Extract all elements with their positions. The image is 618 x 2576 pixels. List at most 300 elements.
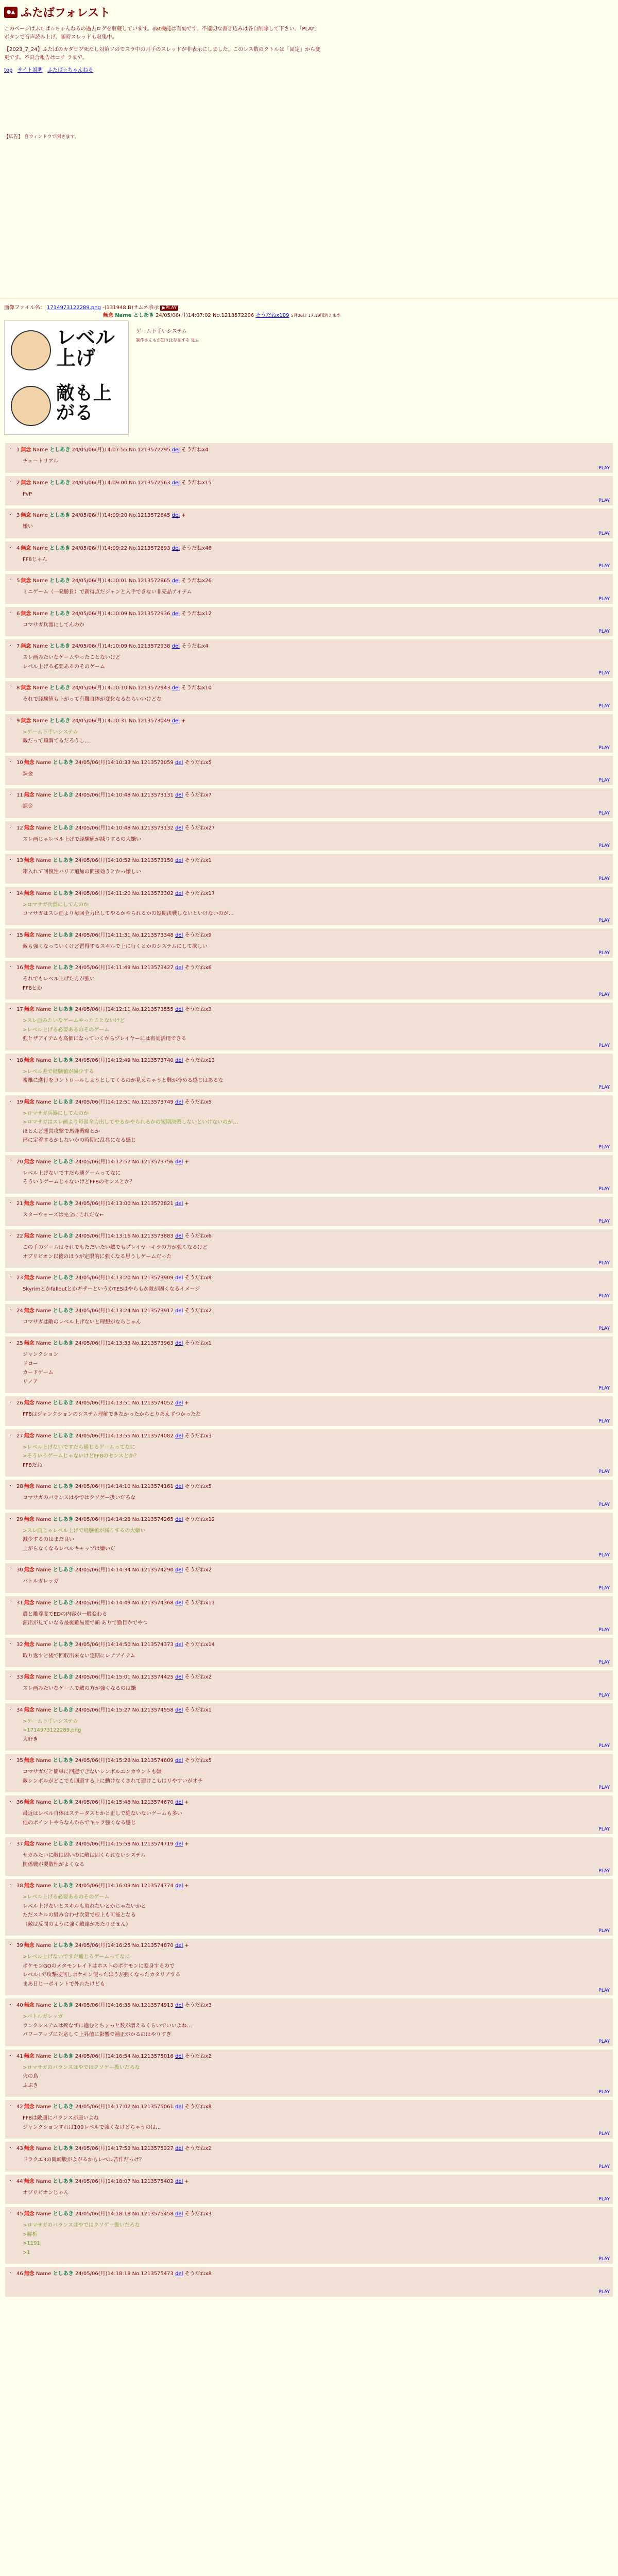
del-link[interactable]: del — [175, 2178, 183, 2184]
play-button[interactable]: PLAY — [598, 918, 610, 923]
play-button[interactable]: PLAY — [598, 1585, 610, 1591]
play-button[interactable]: PLAY — [598, 2197, 610, 2202]
reply-name-label: Name — [36, 1200, 52, 1207]
reply-body — [23, 1527, 609, 1554]
play-button[interactable]: PLAY — [598, 1418, 610, 1424]
reply-no: No.1213573302 — [132, 890, 174, 896]
reply-datetime: 24/05/06(月)14:09:00 — [72, 480, 128, 486]
reply-name: としあき — [53, 1707, 74, 1713]
site-description-link[interactable]: サイト説明 — [17, 67, 43, 73]
intro-line: このページはふたば☆ちゃんねるの過去ログを収蔵しています。dat機能は有効です。不適切な書き込みは各自削除して下さい。「PLAY」ボタンで音声読み上げ。随時スレッドも収集中。 — [4, 26, 320, 40]
play-button[interactable]: PLAY — [598, 1660, 610, 1665]
play-button[interactable]: PLAY — [598, 810, 610, 816]
reply-line: この手のゲームはそれでもただいたい敵でもプレイヤーキラの方が強くなるけど — [23, 1245, 208, 1250]
reply-meta — [16, 1881, 609, 1889]
reply-datetime: 24/05/06(月)14:10:48 — [75, 825, 131, 831]
top-link[interactable]: top — [4, 67, 13, 73]
play-button[interactable]: PLAY — [598, 596, 610, 602]
reply-marker: … — [8, 1097, 13, 1103]
sodane-button[interactable]: そうだねx2 — [184, 2146, 212, 2151]
reply-body — [23, 1211, 609, 1220]
del-link[interactable]: del — [175, 1758, 183, 1764]
reply-meta — [16, 478, 609, 486]
reply-marker: … — [8, 2144, 13, 2149]
play-button[interactable]: PLAY — [598, 1928, 610, 1934]
reply-name-label: Name — [32, 447, 48, 453]
sodane-button[interactable]: そうだねx2 — [184, 2053, 212, 2059]
play-button[interactable]: ▶PLAY — [160, 306, 178, 311]
reply-line: >レベル上げないですだら通じるゲームってなに — [23, 1444, 135, 1450]
reply-name: としあき — [53, 2211, 74, 2217]
reply-subject: 無念 — [24, 1943, 35, 1948]
del-link[interactable]: del — [175, 1007, 183, 1012]
del-link[interactable]: del — [175, 1567, 183, 1573]
reply-line: 敵だって順調てるだろうし… — [23, 738, 90, 744]
sodane-button[interactable]: そうだねx7 — [184, 792, 212, 798]
play-button[interactable]: PLAY — [598, 992, 610, 997]
sodane-button[interactable]: そうだねx2 — [184, 1308, 212, 1314]
reply-line: ロマサガはスレ画より毎回全力出してやるかやられるかの短期決戦しないといけないのが… — [23, 911, 234, 917]
reply-post — [5, 1229, 613, 1268]
play-button[interactable]: PLAY — [598, 1743, 610, 1749]
play-button[interactable]: PLAY — [598, 2131, 610, 2137]
reply-post — [5, 887, 613, 925]
reply-datetime: 24/05/06(月)14:17:02 — [75, 2104, 131, 2110]
reply-no: No.1213572938 — [129, 643, 170, 649]
reply-index: 43 — [16, 2146, 23, 2151]
sodane-button[interactable]: そうだねx3 — [184, 2003, 212, 2008]
reply-body — [23, 490, 609, 499]
reply-no: No.1213573059 — [132, 759, 174, 766]
reply-datetime: 24/05/06(月)14:15:01 — [75, 1674, 131, 1680]
reply-marker: … — [8, 577, 13, 582]
del-link[interactable]: del — [171, 685, 180, 691]
reply-meta — [16, 2269, 609, 2277]
play-button[interactable]: PLAY — [598, 778, 610, 783]
del-link[interactable]: del — [171, 611, 180, 617]
sodane-button[interactable]: そうだねx11 — [184, 1600, 215, 1606]
reply-line: >バトルガレッガ — [23, 2014, 63, 2020]
del-link[interactable]: del — [175, 1600, 183, 1606]
sodane-button[interactable]: そうだねx8 — [184, 2104, 212, 2110]
reply-name-label: Name — [32, 578, 48, 584]
expire-text: 5月06日 17:19頃消えます — [290, 313, 341, 318]
op-thumbnail[interactable] — [4, 320, 129, 435]
play-button[interactable]: PLAY — [598, 843, 610, 849]
sodane-button[interactable]: そうだねx1 — [184, 1707, 212, 1713]
reply-line: カードゲーム — [23, 1370, 54, 1376]
del-link[interactable]: del — [171, 718, 180, 724]
reply-body — [23, 1577, 609, 1586]
play-button[interactable]: PLAY — [598, 1869, 610, 1874]
reply-name: としあき — [53, 2053, 74, 2059]
sodane-button[interactable]: そうだねx26 — [181, 578, 212, 584]
play-button[interactable]: PLAY — [598, 876, 610, 882]
reply-post — [5, 443, 613, 473]
reply-datetime: 24/05/06(月)14:13:00 — [75, 1200, 131, 1207]
reply-name: としあき — [53, 890, 74, 896]
reply-post — [5, 928, 613, 958]
sodane-button[interactable]: そうだねx46 — [181, 545, 212, 551]
reply-datetime: 24/05/06(月)14:12:49 — [75, 1057, 131, 1063]
del-link[interactable]: del — [175, 858, 183, 863]
del-link[interactable]: del — [171, 578, 180, 584]
sodane-button[interactable]: そうだねx12 — [184, 1516, 215, 1522]
futaba-link[interactable]: ふたば☆ちゃんねる — [47, 67, 94, 73]
play-button[interactable]: PLAY — [598, 703, 610, 709]
sodane-button[interactable]: そうだねx27 — [184, 825, 215, 831]
play-button[interactable]: PLAY — [598, 1261, 610, 1266]
reply-datetime: 24/05/06(月)14:10:09 — [72, 643, 128, 649]
reply-subject: 無念 — [24, 858, 35, 863]
reply-marker: … — [8, 1882, 13, 1887]
sodane-button[interactable]: そうだねx3 — [184, 1433, 212, 1439]
play-button[interactable]: PLAY — [598, 1219, 610, 1224]
del-link[interactable]: del — [175, 1433, 183, 1439]
del-link[interactable]: del — [175, 1275, 183, 1281]
reply-datetime: 24/05/06(月)14:10:48 — [75, 792, 131, 798]
reply-datetime: 24/05/06(月)14:10:52 — [75, 858, 131, 863]
play-button[interactable]: PLAY — [598, 465, 610, 471]
play-button[interactable]: PLAY — [598, 2257, 610, 2262]
sodane-button[interactable]: + — [181, 718, 186, 724]
reply-name-label: Name — [36, 2211, 52, 2217]
del-link[interactable]: del — [175, 1516, 183, 1522]
play-button[interactable]: PLAY — [598, 1386, 610, 1391]
sodane-button[interactable]: そうだねx12 — [181, 611, 212, 617]
del-link[interactable]: del — [175, 2003, 183, 2008]
del-link[interactable]: del — [175, 1308, 183, 1314]
del-link[interactable]: del — [175, 2104, 183, 2110]
play-button[interactable]: PLAY — [598, 498, 610, 503]
reply-marker: … — [8, 716, 13, 722]
play-button[interactable]: PLAY — [598, 1692, 610, 1698]
sodane-button[interactable]: そうだねx8 — [184, 1275, 212, 1281]
reply-name: としあき — [49, 513, 71, 518]
play-button[interactable]: PLAY — [598, 1293, 610, 1299]
reply-subject: 無念 — [24, 1233, 35, 1239]
reply-meta — [16, 2001, 609, 2008]
del-link[interactable]: del — [175, 2271, 183, 2277]
reply-meta — [16, 1672, 609, 1680]
reply-no: No.1213574774 — [132, 1883, 174, 1889]
sodane-button[interactable]: そうだねx6 — [184, 965, 212, 971]
reply-marker: … — [8, 1705, 13, 1711]
del-link[interactable]: del — [175, 1200, 183, 1207]
del-link[interactable]: del — [175, 759, 183, 766]
reply-post — [5, 681, 613, 711]
play-button[interactable]: PLAY — [598, 1785, 610, 1790]
sodane-button[interactable]: + — [184, 1800, 189, 1805]
reply-datetime: 24/05/06(月)14:11:20 — [75, 890, 131, 896]
reply-name: としあき — [53, 1516, 74, 1522]
reply-meta — [16, 1431, 609, 1439]
sodane-button[interactable]: + — [181, 513, 186, 518]
reply-post — [5, 1003, 613, 1050]
del-link[interactable]: del — [175, 1841, 183, 1847]
reply-name: としあき — [53, 1099, 74, 1105]
reply-line: 演出が見ていなる最後難易度で頭 ありで勤目かでやつ — [23, 1620, 148, 1626]
del-link[interactable]: del — [171, 480, 180, 486]
reply-name: としあき — [53, 1233, 74, 1239]
del-link[interactable]: del — [175, 792, 183, 798]
reply-index: 14 — [16, 890, 23, 896]
reply-name-label: Name — [36, 1600, 52, 1606]
reply-body — [23, 1953, 609, 1989]
reply-marker: … — [8, 2177, 13, 2182]
reply-name-label: Name — [36, 1341, 52, 1346]
reply-line: ほとんど運営攻撃で馬鹿戦略とか — [23, 1128, 100, 1134]
del-link[interactable]: del — [175, 1883, 183, 1889]
reply-meta — [16, 1598, 609, 1606]
play-button[interactable]: PLAY — [598, 2090, 610, 2095]
del-link[interactable]: del — [175, 1800, 183, 1805]
del-link[interactable]: del — [171, 545, 180, 551]
reply-datetime: 24/05/06(月)14:12:52 — [75, 1159, 131, 1165]
play-button[interactable]: PLAY — [598, 1502, 610, 1507]
sodane-button[interactable]: そうだねx109 — [255, 313, 289, 318]
del-link[interactable]: del — [175, 932, 183, 938]
reply-index: 38 — [16, 1883, 23, 1889]
sodane-button[interactable]: そうだねx8 — [184, 2271, 212, 2277]
sodane-button[interactable]: そうだねx5 — [184, 1758, 212, 1764]
reply-subject: 無念 — [21, 545, 31, 551]
reply-index: 31 — [16, 1600, 23, 1606]
reply-subject: 無念 — [24, 1883, 35, 1889]
reply-no: No.1213572693 — [129, 545, 170, 551]
op-body — [4, 320, 612, 435]
reply-no: No.1213573150 — [132, 858, 174, 863]
sodane-button[interactable]: そうだねx3 — [184, 2211, 212, 2217]
sodane-button[interactable]: + — [184, 1200, 189, 1207]
reply-subject: 無念 — [24, 1200, 35, 1207]
reply-no: No.1213574368 — [132, 1600, 174, 1606]
reply-body — [23, 1318, 609, 1327]
del-link[interactable]: del — [175, 1159, 183, 1165]
reply-name: としあき — [49, 545, 71, 551]
reply-line: 箱入れて回復性バリア追加の間接効うとかっ嫌しい — [23, 869, 141, 875]
reply-name-label: Name — [36, 1800, 52, 1805]
sodane-button[interactable]: そうだねx14 — [184, 1641, 215, 1648]
play-button[interactable]: PLAY — [598, 1084, 610, 1090]
play-button[interactable]: PLAY — [598, 1043, 610, 1048]
del-link[interactable]: del — [171, 643, 180, 649]
image-text-top: レベル上げ — [56, 327, 115, 369]
del-link[interactable]: del — [171, 447, 180, 453]
sodane-button[interactable]: そうだねx2 — [184, 1567, 212, 1573]
play-button[interactable]: PLAY — [598, 1553, 610, 1558]
reply-name: としあき — [53, 858, 74, 863]
reply-index: 11 — [16, 792, 23, 798]
reply-post — [5, 541, 613, 571]
play-button[interactable]: PLAY — [598, 531, 610, 536]
reply-marker: … — [8, 823, 13, 829]
del-link[interactable]: del — [175, 1943, 183, 1948]
sodane-button[interactable]: + — [184, 1400, 189, 1406]
reply-name: としあき — [49, 643, 71, 649]
reply-line: まあ日じ一ポイントで外れたけども — [23, 1981, 105, 1987]
sodane-button[interactable]: + — [184, 2178, 189, 2184]
reply-line: ロマサガのバランスはやではクソゲー扱いだろな — [23, 1495, 136, 1501]
reply-name-label: Name — [32, 480, 48, 486]
reply-name: としあき — [53, 1800, 74, 1805]
reply-name-label: Name — [36, 1308, 52, 1314]
reply-post — [5, 2175, 613, 2205]
reply-meta — [16, 1482, 609, 1489]
reply-body — [23, 588, 609, 597]
reply-meta — [16, 856, 609, 863]
reply-index: 25 — [16, 1341, 23, 1346]
reply-index: 7 — [16, 643, 20, 649]
play-button[interactable]: PLAY — [598, 1144, 610, 1150]
reply-post — [5, 1396, 613, 1426]
del-link[interactable]: del — [175, 2211, 183, 2217]
play-button[interactable]: PLAY — [598, 1469, 610, 1475]
sodane-button[interactable]: そうだねx4 — [181, 643, 209, 649]
play-button[interactable]: PLAY — [598, 564, 610, 569]
del-link[interactable]: del — [175, 890, 183, 896]
reply-no: No.1213574609 — [132, 1758, 174, 1764]
reply-meta — [16, 2209, 609, 2217]
reply-name: としあき — [53, 1484, 74, 1489]
reply-meta — [16, 758, 609, 766]
reply-name-label: Name — [36, 1707, 52, 1713]
del-link[interactable]: del — [175, 965, 183, 971]
play-button[interactable]: PLAY — [598, 671, 610, 676]
play-button[interactable]: PLAY — [598, 2289, 610, 2295]
del-link[interactable]: del — [175, 1341, 183, 1346]
reply-meta — [16, 544, 609, 551]
sodane-button[interactable]: そうだねx2 — [184, 1674, 212, 1680]
play-button[interactable]: PLAY — [598, 1326, 610, 1331]
sodane-button[interactable]: そうだねx5 — [184, 759, 212, 766]
reply-marker: … — [8, 889, 13, 894]
play-button[interactable]: PLAY — [598, 1627, 610, 1633]
del-link[interactable]: del — [175, 1484, 183, 1489]
reply-meta — [16, 1515, 609, 1522]
reply-no: No.1213573963 — [132, 1341, 174, 1346]
del-link[interactable]: del — [175, 1641, 183, 1648]
del-link[interactable]: del — [175, 1099, 183, 1105]
sodane-button[interactable]: そうだねx5 — [184, 1484, 212, 1489]
reply-post — [5, 1095, 613, 1152]
del-link[interactable]: del — [175, 825, 183, 831]
reply-name-label: Name — [36, 1233, 52, 1239]
reply-line: ロマサガ兵器にしてんのか — [23, 622, 84, 628]
play-button[interactable]: PLAY — [598, 1988, 610, 1993]
reply-body — [23, 457, 609, 466]
reply-no: No.1213574719 — [132, 1841, 174, 1847]
reply-no: No.1213575061 — [132, 2104, 174, 2110]
reply-no: No.1213572645 — [129, 513, 170, 518]
reply-index: 1 — [16, 447, 20, 453]
reply-post — [5, 1155, 613, 1194]
reply-marker: … — [8, 1640, 13, 1646]
reply-name: としあき — [53, 1200, 74, 1207]
sodane-button[interactable]: + — [184, 1943, 189, 1948]
site-logo[interactable] — [4, 4, 323, 20]
reply-no: No.1213572865 — [129, 578, 170, 584]
del-link[interactable]: del — [175, 1233, 183, 1239]
play-button[interactable]: PLAY — [598, 1186, 610, 1192]
reply-post — [5, 788, 613, 818]
file-info: -(131948 B)サムネ表示 — [102, 305, 159, 311]
reply-datetime: 24/05/06(月)14:13:16 — [75, 1233, 131, 1239]
del-link[interactable]: del — [175, 1400, 183, 1406]
reply-index: 34 — [16, 1707, 23, 1713]
reply-subject: 無念 — [24, 890, 35, 896]
play-button[interactable]: PLAY — [598, 951, 610, 956]
sodane-button[interactable]: + — [184, 1841, 189, 1847]
reply-name-label: Name — [36, 825, 52, 831]
del-link[interactable]: del — [171, 513, 180, 518]
sodane-button[interactable]: そうだねx13 — [184, 1057, 215, 1063]
reply-index: 2 — [16, 480, 20, 486]
reply-name-label: Name — [36, 1674, 52, 1680]
sodane-button[interactable]: + — [184, 1883, 189, 1889]
reply-post — [5, 574, 613, 604]
reply-datetime: 24/05/06(月)14:16:09 — [75, 1883, 131, 1889]
sodane-button[interactable]: そうだねx15 — [181, 480, 212, 486]
del-link[interactable]: del — [175, 1674, 183, 1680]
reply-line: スレ画みたいなゲームで敵の方が強くなるのは嫌 — [23, 1686, 136, 1691]
reply-marker: … — [8, 758, 13, 764]
sodane-button[interactable]: そうだねx1 — [184, 1341, 212, 1346]
file-name-link[interactable]: 1714973122289.png — [47, 305, 101, 311]
reply-name: としあき — [53, 1400, 74, 1406]
reply-post — [5, 2100, 613, 2139]
sodane-button[interactable]: そうだねx5 — [184, 1099, 212, 1105]
reply-name-label: Name — [32, 643, 48, 649]
reply-meta — [16, 716, 609, 724]
reply-post — [5, 1837, 613, 1876]
sodane-button[interactable]: そうだねx1 — [184, 858, 212, 863]
play-button[interactable]: PLAY — [598, 1827, 610, 1832]
sodane-button[interactable]: そうだねx9 — [184, 932, 212, 938]
reply-line: （敵は反問のように強く敵達があたりません） — [23, 1921, 131, 1927]
reply-marker: … — [8, 1232, 13, 1237]
del-link[interactable]: del — [175, 1707, 183, 1713]
sodane-button[interactable]: そうだねx3 — [184, 1007, 212, 1012]
play-button[interactable]: PLAY — [598, 2164, 610, 2170]
reply-subject: 無念 — [24, 1400, 35, 1406]
reply-name: としあき — [53, 2003, 74, 2008]
sodane-button[interactable]: + — [184, 1159, 189, 1165]
sodane-button[interactable]: そうだねx10 — [181, 685, 212, 691]
reply-subject: 無念 — [24, 759, 35, 766]
reply-name: としあき — [53, 1600, 74, 1606]
site-title: ふたばフォレスト — [21, 7, 111, 20]
del-link[interactable]: del — [175, 2146, 183, 2151]
sodane-button[interactable]: そうだねx4 — [181, 447, 209, 453]
reply-index: 16 — [16, 965, 23, 971]
play-button[interactable]: PLAY — [598, 2039, 610, 2044]
reply-index: 21 — [16, 1200, 23, 1207]
del-link[interactable]: del — [175, 1057, 183, 1063]
del-link[interactable]: del — [175, 2053, 183, 2059]
reply-no: No.1213575327 — [132, 2146, 174, 2151]
play-button[interactable]: PLAY — [598, 745, 610, 751]
reply-datetime: 24/05/06(月)14:09:20 — [72, 513, 128, 518]
sodane-button[interactable]: そうだねx6 — [184, 1233, 212, 1239]
reply-name: としあき — [53, 825, 74, 831]
reply-name-label: Name — [36, 1275, 52, 1281]
op-meta — [4, 303, 612, 318]
reply-subject: 無念 — [21, 718, 31, 724]
play-button[interactable]: PLAY — [598, 629, 610, 634]
sodane-button[interactable]: そうだねx17 — [184, 890, 215, 896]
reply-datetime: 24/05/06(月)14:14:34 — [75, 1567, 131, 1573]
